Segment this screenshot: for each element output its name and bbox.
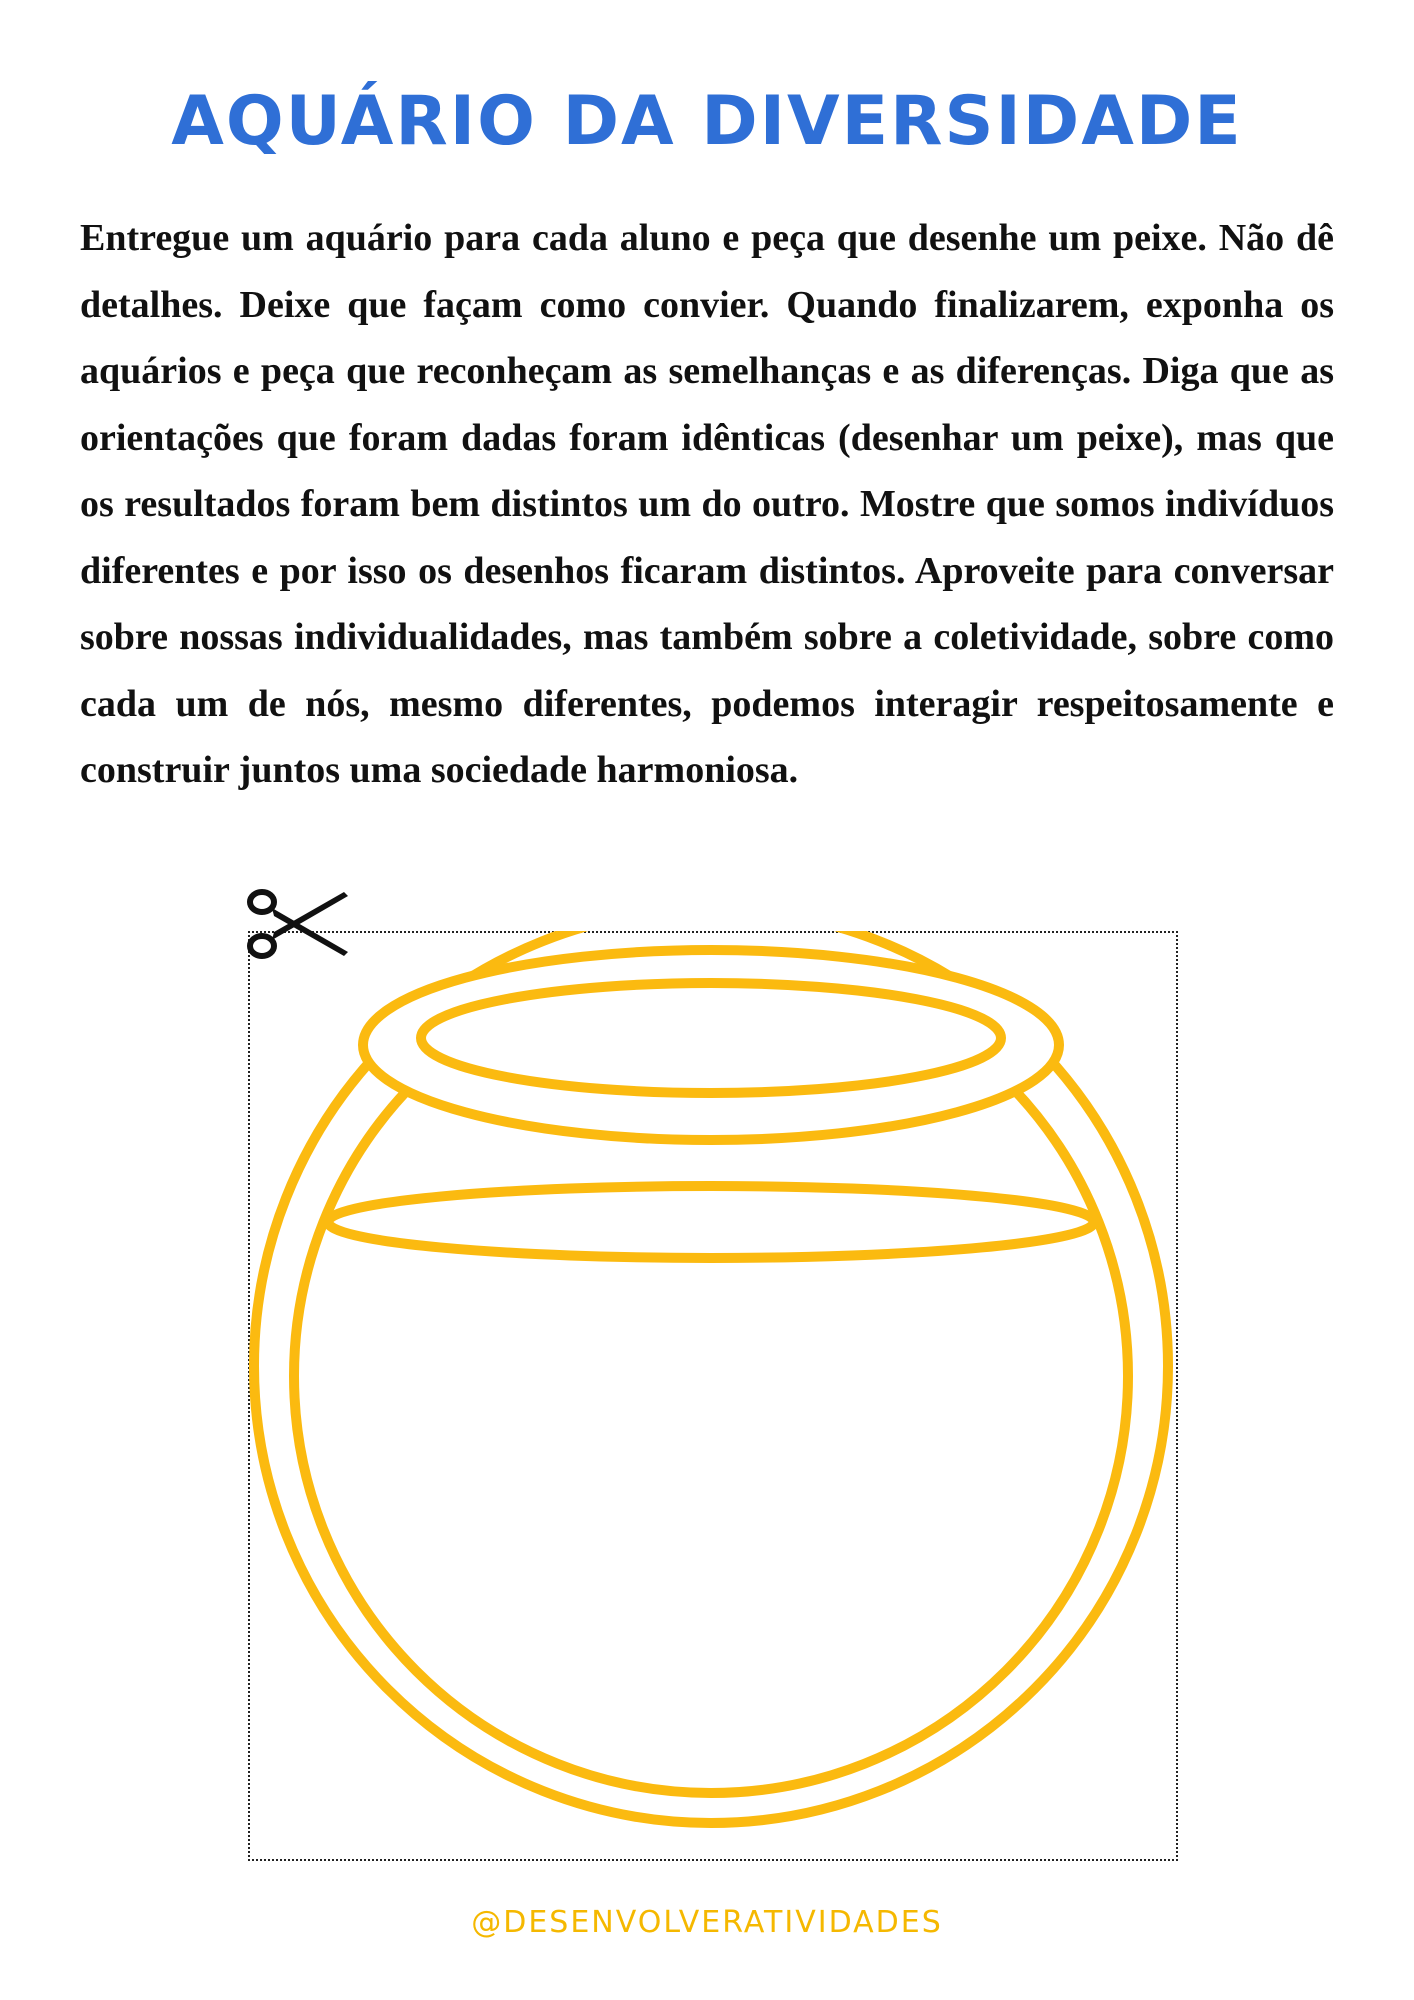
footer-handle: @DESENVOLVERATIVIDADES	[471, 1905, 943, 1940]
fishbowl-drawing	[248, 931, 1178, 1861]
instructions-paragraph: Entregue um aquário para cada aluno e peça que desenhe um peixe. Não dê detalhes. Deixe que façam como convier. Quando finalizarem, exponha os aquários e peça que reconheçam as semelhanças e as diferenças. Diga que as orientações que foram dadas foram idênticas (desenhar um peixe), mas que os resultados foram bem distintos um do outro. Mostre que somos indivíduos diferentes e por isso os desenhos ficaram distintos. Aproveite para conversar sobre nossas individualidades, mas também sobre a coletividade, sobre como cada um de nós, mesmo diferentes, podemos interagir respeitosamente e construir juntos uma sociedade harmoniosa.	[80, 217, 1334, 791]
water-line	[328, 1186, 1094, 1258]
page-title: AQUÁRIO DA DIVERSIDADE	[171, 82, 1243, 161]
bowl-rim-inner	[421, 983, 1001, 1093]
